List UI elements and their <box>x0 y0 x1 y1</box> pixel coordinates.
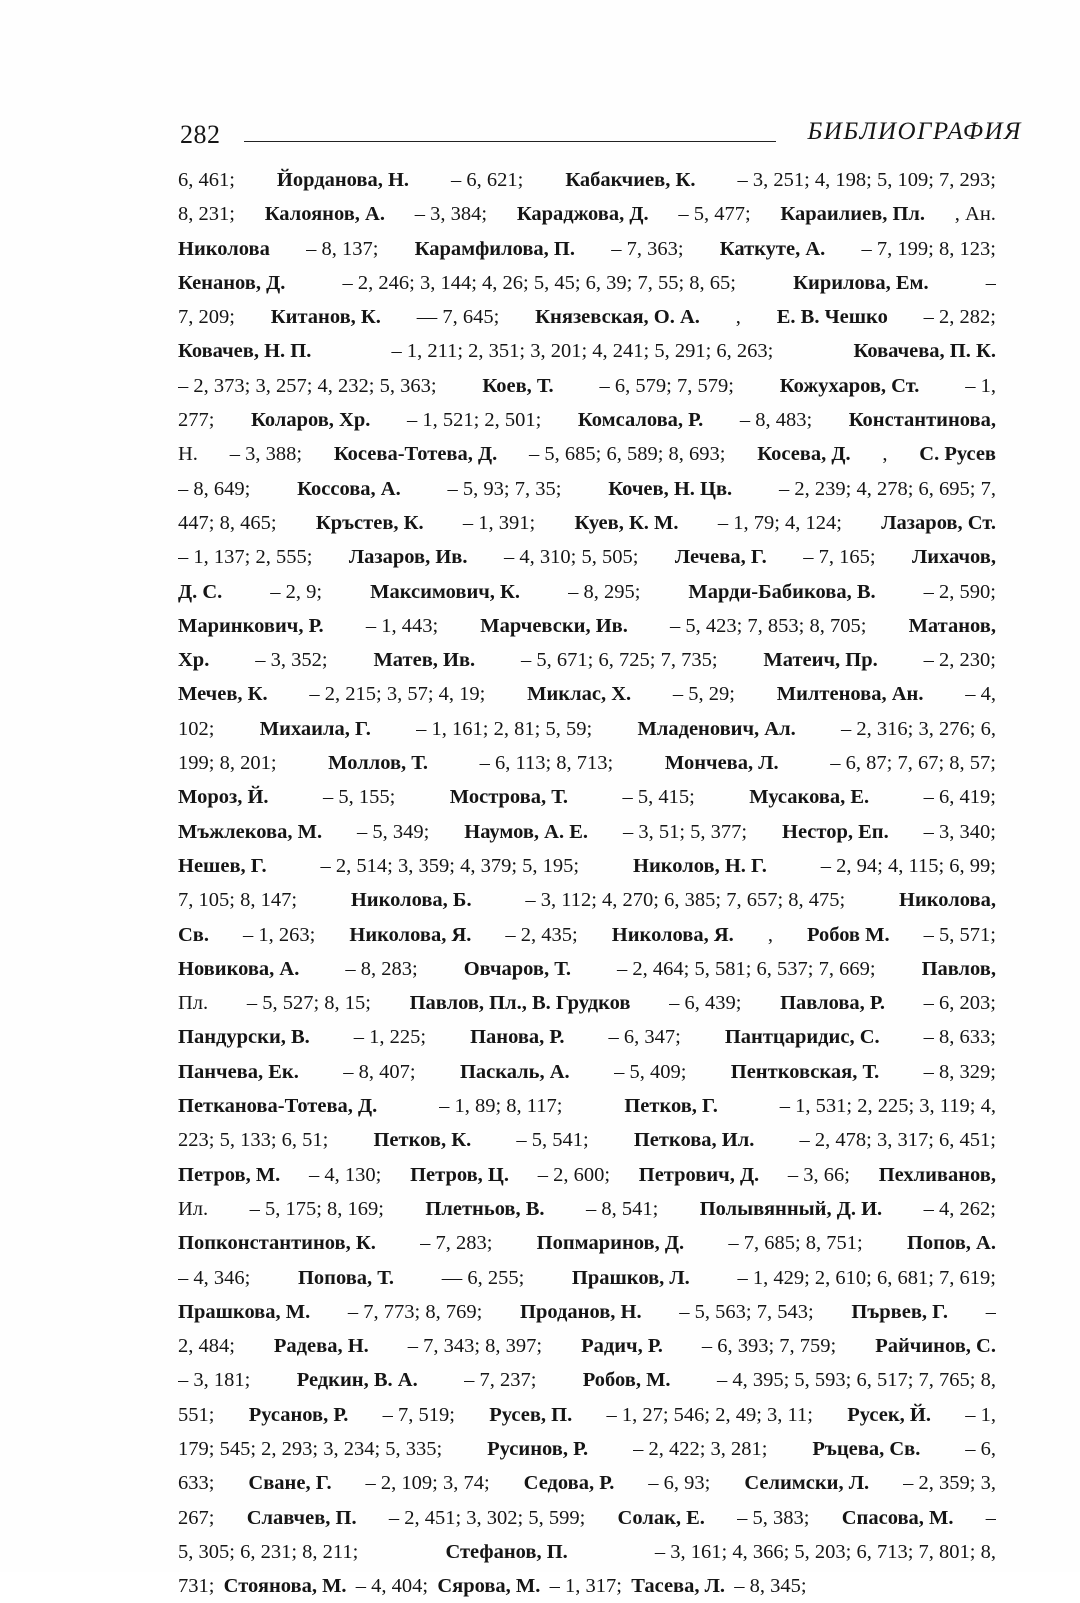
citation-refs: – 8, 633; <box>923 1026 996 1049</box>
citation-refs: – 3, 384; <box>414 203 488 226</box>
author-name: Попов, А. <box>906 1232 996 1255</box>
citation-refs: — 6, 255; <box>441 1266 525 1289</box>
author-name: Миклас, Х. <box>527 683 632 706</box>
citation-refs: – 2, 435; <box>505 923 578 946</box>
citation-refs: – <box>985 271 996 294</box>
citation-refs: – 5, 685; 6, 589; 8, 693; <box>529 443 726 466</box>
citation-refs: – 5, 415; <box>622 786 695 809</box>
author-name: Хр. <box>178 649 210 672</box>
citation-refs: – 7, 685; 8, 751; <box>728 1232 863 1255</box>
author-name: Павлов, Пл., В. Грудков <box>409 992 631 1015</box>
author-name: Лазаров, Ст. <box>881 511 996 534</box>
citation-refs: – 3, 66; <box>787 1163 850 1186</box>
index-line <box>178 163 996 197</box>
citation-refs: – 2, 422; 3, 281; <box>633 1437 768 1460</box>
author-name: Мончева, Л. <box>664 752 779 775</box>
author-name: Павлов, <box>921 957 996 980</box>
author-name: Максимович, К. <box>370 580 521 603</box>
index-line <box>178 300 996 334</box>
citation-refs: – 5, 423; 7, 853; 8, 705; <box>669 614 867 637</box>
index-line <box>178 403 996 437</box>
index-line <box>178 1432 996 1466</box>
citation-refs: – 2, 316; 3, 276; 6, <box>841 717 996 740</box>
author-name: Робов, М. <box>582 1369 671 1392</box>
citation-refs: – 2, 600; <box>537 1163 611 1186</box>
author-name: Пандурски, В. <box>178 1026 310 1049</box>
citation-refs: – 7, 773; 8, 769; <box>347 1300 483 1323</box>
author-name: Св. <box>178 923 210 946</box>
citation-refs: – 5, 409; <box>614 1060 687 1083</box>
citation-refs: – 4, 395; 5, 593; 6, 517; 7, 765; 8, <box>716 1369 996 1392</box>
author-name: Комсалова, Р. <box>577 409 704 432</box>
author-name: Плетньов, В. <box>425 1197 545 1220</box>
author-name: Кирилова, Ем. <box>793 271 929 294</box>
citation-refs: – 6, 113; 8, 713; <box>479 752 614 775</box>
author-name: Стоянова, М. <box>223 1575 347 1598</box>
citation-refs: , <box>767 923 773 946</box>
author-name: Сване, Г. <box>248 1472 332 1495</box>
author-name: Лихачов, <box>912 546 996 569</box>
author-name: Кенанов, Д. <box>178 271 286 294</box>
index-line <box>178 232 996 266</box>
author-name: Мъжлекова, М. <box>178 820 323 843</box>
index-line <box>178 746 996 780</box>
citation-refs: – 5, 671; 6, 725; 7, 735; <box>521 649 718 672</box>
author-name: Селимски, Л. <box>744 1472 870 1495</box>
citation-refs: – 1, 27; 546; 2, 49; 3, 11; <box>606 1403 813 1426</box>
author-name: Тасева, Л. <box>631 1575 726 1598</box>
citation-refs: – <box>985 1506 996 1529</box>
index-line <box>178 369 996 403</box>
index-line <box>178 609 996 643</box>
author-name: Петканова-Тотева, Д. <box>178 1095 378 1118</box>
author-name: Коларов, Хр. <box>251 409 371 432</box>
author-name: Наумов, А. Е. <box>464 820 589 843</box>
index-line <box>178 677 996 711</box>
citation-refs: – 1, 263; <box>243 923 316 946</box>
index-line <box>178 472 996 506</box>
citation-refs: – 6, 621; <box>451 169 524 191</box>
index-line <box>178 1158 996 1192</box>
author-name: Нешев, Г. <box>178 854 267 877</box>
citation-refs: 223; 5, 133; 6, 51; <box>178 1129 329 1152</box>
author-name: Петров, Ц. <box>410 1163 509 1186</box>
author-name: Косева-Тотева, Д. <box>333 443 498 466</box>
citation-refs: – 2, 359; 3, <box>903 1472 996 1495</box>
index-line <box>178 1569 996 1603</box>
author-name: Панова, Р. <box>470 1026 565 1049</box>
index-line <box>178 986 996 1020</box>
citation-refs: – 1, 531; 2, 225; 3, 119; 4, <box>779 1095 996 1118</box>
citation-refs: – 3, 251; 4, 198; 5, 109; 7, 293; <box>737 169 996 191</box>
citation-refs: – 5, 541; <box>516 1129 589 1152</box>
index-line <box>178 712 996 746</box>
citation-refs: – 6, 579; 7, 579; <box>599 374 734 397</box>
index-line <box>178 815 996 849</box>
citation-refs: – 3, 388; <box>229 443 303 466</box>
author-name: Марди-Бабикова, В. <box>688 580 876 603</box>
index-line <box>178 1363 996 1397</box>
citation-refs: – 1, 429; 2, 610; 6, 681; 7, 619; <box>737 1266 996 1289</box>
citation-refs: 2, 484; <box>178 1335 235 1358</box>
citation-refs: – 7, 165; <box>803 546 876 569</box>
index-line <box>178 643 996 677</box>
author-name: Радева, Н. <box>273 1335 369 1358</box>
citation-refs: – 8, 283; <box>345 957 418 980</box>
author-name: Първев, Г. <box>851 1300 949 1323</box>
author-name: Лечева, Г. <box>674 546 767 569</box>
index-line <box>178 1466 996 1500</box>
citation-refs: – 7, 237; <box>464 1369 537 1392</box>
citation-refs: – 2, 9; <box>270 580 323 603</box>
citation-refs: – 8, 295; <box>568 580 641 603</box>
author-name: Коев, Т. <box>482 374 554 397</box>
author-name: Прашков, Л. <box>571 1266 690 1289</box>
author-name: Паскаль, А. <box>459 1060 570 1083</box>
author-name: Панчева, Ек. <box>178 1060 299 1083</box>
index-line <box>178 1226 996 1260</box>
author-name: Райчинов, С. <box>875 1335 996 1358</box>
author-name: Радич, Р. <box>581 1335 663 1358</box>
author-name: Петков, К. <box>373 1129 472 1152</box>
author-name: Мусакова, Е. <box>749 786 870 809</box>
author-name: Калоянов, А. <box>264 203 385 226</box>
citation-refs: – 1, 211; 2, 351; 3, 201; 4, 241; 5, 291; 6, 263; <box>391 340 774 363</box>
author-name: Полывянный, Д. И. <box>699 1197 883 1220</box>
index-line <box>178 266 996 300</box>
citation-refs: – 7, 363; <box>611 237 684 260</box>
citation-refs: Ил. <box>178 1197 209 1220</box>
index-line <box>178 1501 996 1535</box>
citation-refs: – 6, 347; <box>608 1026 681 1049</box>
author-name: Ръцева, Св. <box>812 1437 921 1460</box>
citation-refs: 633; <box>178 1472 215 1495</box>
citation-refs: 7, 105; 8, 147; <box>178 889 298 912</box>
index-line <box>178 1123 996 1157</box>
author-name: Моллов, Т. <box>328 752 429 775</box>
author-name: Младенович, Ал. <box>637 717 796 740</box>
citation-refs: – 4, 130; <box>309 1163 382 1186</box>
citation-refs: – 1, 89; 8, 117; <box>439 1095 563 1118</box>
citation-refs: 102; <box>178 717 215 740</box>
citation-refs: 551; <box>178 1403 215 1426</box>
header-rule <box>244 141 776 142</box>
author-name: Милтенова, Ан. <box>776 683 924 706</box>
citation-refs: 8, 231; <box>178 203 235 226</box>
author-name: Матеич, Пр. <box>763 649 878 672</box>
author-name: Русев, П. <box>489 1403 573 1426</box>
citation-refs: – 4, 310; 5, 505; <box>504 546 639 569</box>
page-number: 282 <box>180 120 221 149</box>
citation-refs: – 4, 404; <box>355 1575 429 1598</box>
author-name: Караилиев, Пл. <box>780 203 926 226</box>
author-name: Косева, Д. <box>757 443 851 466</box>
author-name: Мороз, Й. <box>178 786 269 809</box>
citation-refs: – 5, 477; <box>678 203 751 226</box>
index-line <box>178 1329 996 1363</box>
citation-refs: – 8, 541; <box>585 1197 659 1220</box>
citation-refs: 447; 8, 465; <box>178 511 277 534</box>
author-name: Робов М. <box>806 923 890 946</box>
author-name: Солак, Е. <box>617 1506 705 1529</box>
citation-refs: 179; 545; 2, 293; 3, 234; 5, 335; <box>178 1437 443 1460</box>
author-name: Попмаринов, Д. <box>536 1232 685 1255</box>
author-name: Петрович, Д. <box>638 1163 760 1186</box>
author-name: Новикова, А. <box>178 957 300 980</box>
author-name: Е. В. Чешко <box>776 306 888 329</box>
citation-refs: – 2, 230; <box>923 649 996 672</box>
section-title: БИБЛИОГРАФИЯ <box>807 118 1022 145</box>
author-name: Славчев, П. <box>246 1506 357 1529</box>
index-line <box>178 849 996 883</box>
citation-refs: – 3, 340; <box>923 820 996 843</box>
index-line <box>178 1192 996 1226</box>
citation-refs: – 3, 112; 4, 270; 6, 385; 7, 657; 8, 475; <box>525 889 846 912</box>
citation-refs: – 7, 199; 8, 123; <box>861 237 996 260</box>
citation-refs: – 8, 483; <box>739 409 813 432</box>
citation-refs: – 5, 29; <box>672 683 735 706</box>
author-name: Проданов, Н. <box>520 1300 642 1323</box>
citation-refs: – 1, <box>965 374 996 397</box>
author-name: Кожухаров, Ст. <box>779 374 920 397</box>
running-head <box>180 110 1022 154</box>
citation-refs: – 3, 181; <box>178 1369 251 1392</box>
author-name: Нестор, Еп. <box>782 820 889 843</box>
citation-refs: – 2, 109; 3, 74; <box>365 1472 490 1495</box>
author-name: Йорданова, Н. <box>276 169 410 191</box>
citation-refs: – 6, 203; <box>923 992 996 1015</box>
citation-refs: — 7, 645; <box>416 306 500 329</box>
citation-refs: , <box>735 306 741 329</box>
index-line <box>178 197 996 231</box>
index-line <box>178 506 996 540</box>
author-name: Петкова, Ил. <box>633 1129 755 1152</box>
author-name: Прашкова, М. <box>178 1300 311 1323</box>
citation-refs: – 5, 527; 8, 15; <box>246 992 371 1015</box>
index-line <box>178 952 996 986</box>
author-name: Куев, К. М. <box>574 511 679 534</box>
author-name: Николова <box>178 237 270 260</box>
author-name: Марчевски, Ив. <box>480 614 628 637</box>
citation-refs: – 8, 649; <box>178 477 251 500</box>
author-name: Спасова, М. <box>841 1506 954 1529</box>
citation-refs: – 2, 94; 4, 115; 6, 99; <box>820 854 996 877</box>
author-name: Маринкович, Р. <box>178 614 324 637</box>
citation-refs: – 4, 346; <box>178 1266 251 1289</box>
citation-refs: – 1, 443; <box>365 614 439 637</box>
citation-refs: – 2, 215; 3, 57; 4, 19; <box>309 683 486 706</box>
author-name: Матанов, <box>908 614 996 637</box>
author-name: Николова, <box>899 889 996 912</box>
citation-refs: – 6, 393; 7, 759; <box>701 1335 837 1358</box>
author-name: Коссова, А. <box>297 477 401 500</box>
author-name: Пехливанов, <box>878 1163 996 1186</box>
index-line <box>178 540 996 574</box>
author-name: Кочев, Н. Цв. <box>608 477 733 500</box>
author-name: Павлова, Р. <box>780 992 885 1015</box>
author-name: Карамфилова, П. <box>414 237 575 260</box>
author-name: Редкин, В. А. <box>296 1369 418 1392</box>
citation-refs: – 2, 451; 3, 302; 5, 599; <box>388 1506 586 1529</box>
author-name: Николова, Я. <box>611 923 734 946</box>
citation-refs: – 8, 137; <box>306 237 379 260</box>
index-line <box>178 1295 996 1329</box>
author-name: Караджова, Д. <box>516 203 649 226</box>
index-line <box>178 1398 996 1432</box>
citation-refs: – 4, <box>965 683 996 706</box>
author-name: Николова, Я. <box>349 923 472 946</box>
index-line <box>178 1020 996 1054</box>
author-name: Петров, М. <box>178 1163 281 1186</box>
author-name: Д. С. <box>178 580 223 603</box>
citation-refs: 731; <box>178 1575 215 1598</box>
index-line <box>178 1261 996 1295</box>
author-name: Пентковская, Т. <box>730 1060 880 1083</box>
citation-refs: – 5, 563; 7, 543; <box>679 1300 814 1323</box>
citation-refs: – 1, 521; 2, 501; <box>406 409 542 432</box>
citation-refs: – 5, 175; 8, 169; <box>249 1197 384 1220</box>
citation-refs: – 7, 343; 8, 397; <box>407 1335 543 1358</box>
author-name: Седова, Р. <box>523 1472 615 1495</box>
author-name: Стефанов, П. <box>445 1540 568 1563</box>
citation-refs: – 2, 373; 3, 257; 4, 232; 5, 363; <box>178 374 437 397</box>
citation-refs: – 2, 590; <box>923 580 996 603</box>
citation-refs: – 1, <box>965 1403 996 1426</box>
author-name: Каткуте, А. <box>719 237 826 260</box>
citation-refs: – 2, 514; 3, 359; 4, 379; 5, 195; <box>320 854 580 877</box>
author-name: Сярова, М. <box>437 1575 541 1598</box>
index-line <box>178 334 996 368</box>
citation-refs: – 2, 239; 4, 278; 6, 695; 7, <box>779 477 996 500</box>
citation-refs: – 2, 464; 5, 581; 6, 537; 7, 669; <box>617 957 876 980</box>
citation-refs: – 7, 283; <box>420 1232 493 1255</box>
author-name: Попконстантинов, К. <box>178 1232 376 1255</box>
author-name: Михаила, Г. <box>259 717 371 740</box>
author-name: Пантцаридис, С. <box>724 1026 880 1049</box>
citation-refs: – 5, 155; <box>323 786 396 809</box>
citation-refs: – 5, 383; <box>737 1506 810 1529</box>
author-name: Китанов, К. <box>270 306 381 329</box>
index-line <box>178 575 996 609</box>
author-name: Матев, Ив. <box>373 649 476 672</box>
citation-refs: – 1, 137; 2, 555; <box>178 546 313 569</box>
citation-refs: Н. <box>178 443 198 466</box>
citation-refs: 7, 209; <box>178 306 235 329</box>
citation-refs: 6, 461; <box>178 169 235 191</box>
citation-refs: – 5, 349; <box>357 820 430 843</box>
author-name: Константинова, <box>848 409 996 432</box>
citation-refs: – 8, 329; <box>923 1060 996 1083</box>
index-line <box>178 883 996 917</box>
citation-refs: 5, 305; 6, 231; 8, 211; <box>178 1540 359 1563</box>
index-line <box>178 437 996 471</box>
author-name: Овчаров, Т. <box>463 957 571 980</box>
author-name: Ковачева, П. К. <box>853 340 996 363</box>
author-name: С. Русев <box>919 443 996 466</box>
author-name: Кабакчиев, К. <box>565 169 696 191</box>
author-name: Кръстев, К. <box>315 511 424 534</box>
citation-refs: – 6, <box>965 1437 996 1460</box>
citation-refs: – 2, 478; 3, 317; 6, 451; <box>799 1129 996 1152</box>
bibliography-index-text <box>178 163 996 1603</box>
citation-refs: – 5, 571; <box>923 923 996 946</box>
author-name: Попова, Т. <box>297 1266 395 1289</box>
citation-refs: – 1, 161; 2, 81; 5, 59; <box>416 717 593 740</box>
author-name: Мечев, К. <box>178 683 268 706</box>
author-name: Русек, Й. <box>847 1403 931 1426</box>
author-name: Николова, Б. <box>350 889 472 912</box>
citation-refs: – 6, 439; <box>669 992 742 1015</box>
author-name: Русанов, Р. <box>248 1403 349 1426</box>
author-name: Лазаров, Ив. <box>348 546 468 569</box>
citation-refs: – 1, 79; 4, 124; <box>717 511 842 534</box>
citation-refs: , <box>882 443 888 466</box>
index-line <box>178 1055 996 1089</box>
citation-refs: – 2, 246; 3, 144; 4, 26; 5, 45; 6, 39; 7, 55; 8, 65; <box>342 271 736 294</box>
citation-refs: – 1, 391; <box>462 511 536 534</box>
citation-refs: – 6, 419; <box>923 786 996 809</box>
citation-refs: – 3, 161; 4, 366; 5, 203; 6, 713; 7, 801; 8, <box>654 1540 996 1563</box>
citation-refs: – 4, 262; <box>923 1197 996 1220</box>
citation-refs: – 3, 352; <box>255 649 328 672</box>
index-line <box>178 1089 996 1123</box>
citation-refs: , Ан. <box>954 203 996 226</box>
author-name: Князевская, О. А. <box>535 306 700 329</box>
citation-refs: – <box>985 1300 996 1323</box>
citation-refs: – 8, 345; <box>734 1575 807 1598</box>
citation-refs: 277; <box>178 409 215 432</box>
citation-refs: Пл. <box>178 992 209 1015</box>
citation-refs: – 2, 282; <box>923 306 996 329</box>
author-name: Русинов, Р. <box>487 1437 589 1460</box>
index-line <box>178 1535 996 1569</box>
index-line <box>178 918 996 952</box>
citation-refs: – 8, 407; <box>343 1060 416 1083</box>
author-name: Николов, Н. Г. <box>633 854 767 877</box>
citation-refs: – 6, 93; <box>648 1472 711 1495</box>
author-name: Петков, Г. <box>624 1095 718 1118</box>
author-name: Мострова, Т. <box>449 786 568 809</box>
index-line <box>178 780 996 814</box>
citation-refs: – 1, 317; <box>549 1575 622 1598</box>
citation-refs: – 3, 51; 5, 377; <box>622 820 748 843</box>
citation-refs: 199; 8, 201; <box>178 752 277 775</box>
citation-refs: 267; <box>178 1506 215 1529</box>
citation-refs: – 1, 225; <box>353 1026 427 1049</box>
citation-refs: – 6, 87; 7, 67; 8, 57; <box>830 752 996 775</box>
citation-refs: – 5, 93; 7, 35; <box>447 477 562 500</box>
author-name: Ковачев, Н. П. <box>178 340 312 363</box>
citation-refs: – 7, 519; <box>382 1403 455 1426</box>
